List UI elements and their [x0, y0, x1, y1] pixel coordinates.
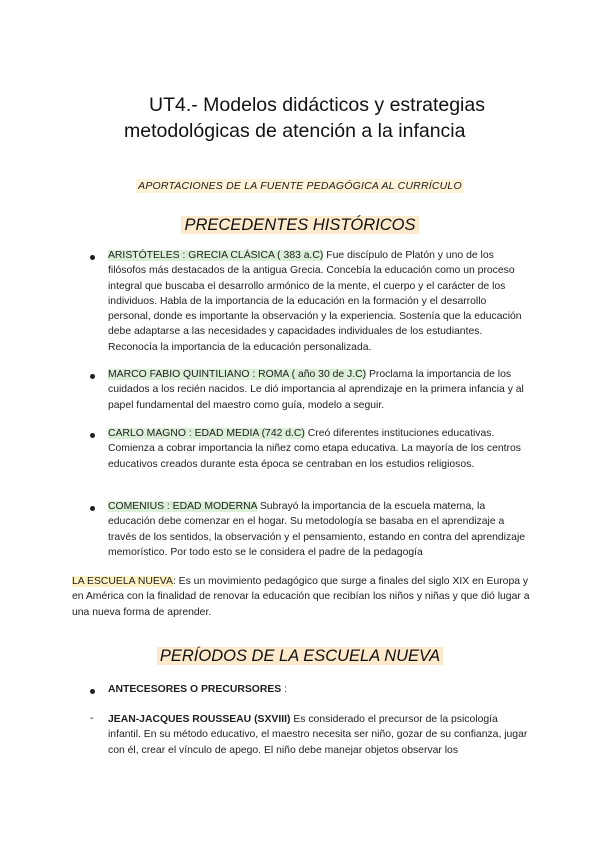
bullet-text: Proclama la importancia de los cuidados a los recién nacidos. Le dió importancia al aprendizaje en la primera infancia y al papel fundamental del maestro como guía, modelo a seguir.	[108, 369, 524, 411]
rousseau-text: Es considerado el precursor de la psicología infantil. En su método educativo, el maestro necesita ser niño, gozar de su confianza, jugar con él, crear el vínculo de apego. El niño debe manejar objetos observar los	[108, 714, 528, 756]
title-line-2: metodológicas de atención a la infancia	[124, 120, 466, 142]
bullet-item-aristoteles	[108, 248, 528, 355]
bullet-item-carlo-magno	[108, 426, 528, 472]
heading-precedentes	[0, 216, 600, 235]
antecesores-label: ANTECESORES O PRECURSORES	[108, 684, 282, 695]
escuela-nueva-label: LA ESCUELA NUEVA	[72, 576, 173, 587]
bullet-item-comenius	[108, 499, 528, 560]
bullet-dot	[90, 433, 95, 438]
bullet-label: CARLO MAGNO : EDAD MEDIA (742 d.C)	[108, 428, 305, 439]
dash-marker: -	[90, 713, 94, 724]
title-line-1: UT4.- Modelos didácticos y estrategias	[149, 94, 485, 116]
subtitle-text: APORTACIONES DE LA FUENTE PEDAGÓGICA AL CURRÍCULO	[138, 180, 462, 192]
bullet-dot	[90, 689, 95, 694]
document-title	[0, 92, 600, 144]
heading-periodos	[0, 647, 600, 666]
bullet-label: MARCO FABIO QUINTILIANO : ROMA ( año 30 de J.C)	[108, 369, 367, 380]
section-subtitle	[0, 180, 600, 192]
bullet-text: Creó diferentes instituciones educativas. Comienza a cobrar importancia la niñez como etapa educativa. La mayoría de los centros educativos creados durante esta época se centraban en los estudios religiosos.	[108, 428, 521, 470]
bullet-dot	[90, 374, 95, 379]
bullet-item-quintiliano	[108, 367, 528, 413]
escuela-nueva-paragraph	[72, 574, 530, 620]
heading-periodos-text: PERÍODOS DE LA ESCUELA NUEVA	[157, 647, 443, 665]
bullet-text: Fue discípulo de Platón y uno de los filósofos más destacados de la antigua Grecia. Concebía la educación como un proceso integral que buscaba el desarrollo armónico de la mente, el cuerpo y el carácter de los individuos. Habla de la importancia de la educación en la formación y el desarrollo personal, donde es importante la observación y la experiencia. Sostenía que la educación debe adaptarse a las necesidades y capacidades individuales de los estudiantes. Reconocía la importancia de la educación personalizada.	[108, 250, 522, 353]
bullet-label: ARISTÓTELES : GRECIA CLÁSICA ( 383 a.C)	[108, 250, 324, 261]
antecesores-suffix: :	[281, 684, 287, 695]
rousseau-item	[108, 712, 528, 758]
bullet-dot	[90, 506, 95, 511]
bullet-text: Subrayó la importancia de la escuela materna, la educación debe comenzar en el hogar. Su metodología se basaba en el aprendizaje a través de los sentidos, la observación y el pensamiento, estando en contra del aprendizaje memorístico. Por todo esto se le considera el padre de la pedagogía	[108, 501, 526, 558]
bullet-dot	[90, 255, 95, 260]
heading-precedentes-text: PRECEDENTES HISTÓRICOS	[181, 216, 418, 234]
escuela-nueva-text: : Es un movimiento pedagógico que surge a finales del siglo XIX en Europa y en América con la finalidad de renovar la educación que recibían los niños y niñas y que dió lugar a una nueva forma de aprender.	[72, 576, 530, 618]
bullet-label: COMENIUS : EDAD MODERNA	[108, 501, 257, 512]
antecesores-item	[108, 682, 528, 697]
rousseau-label: JEAN-JACQUES ROUSSEAU (SXVIII)	[108, 714, 291, 725]
